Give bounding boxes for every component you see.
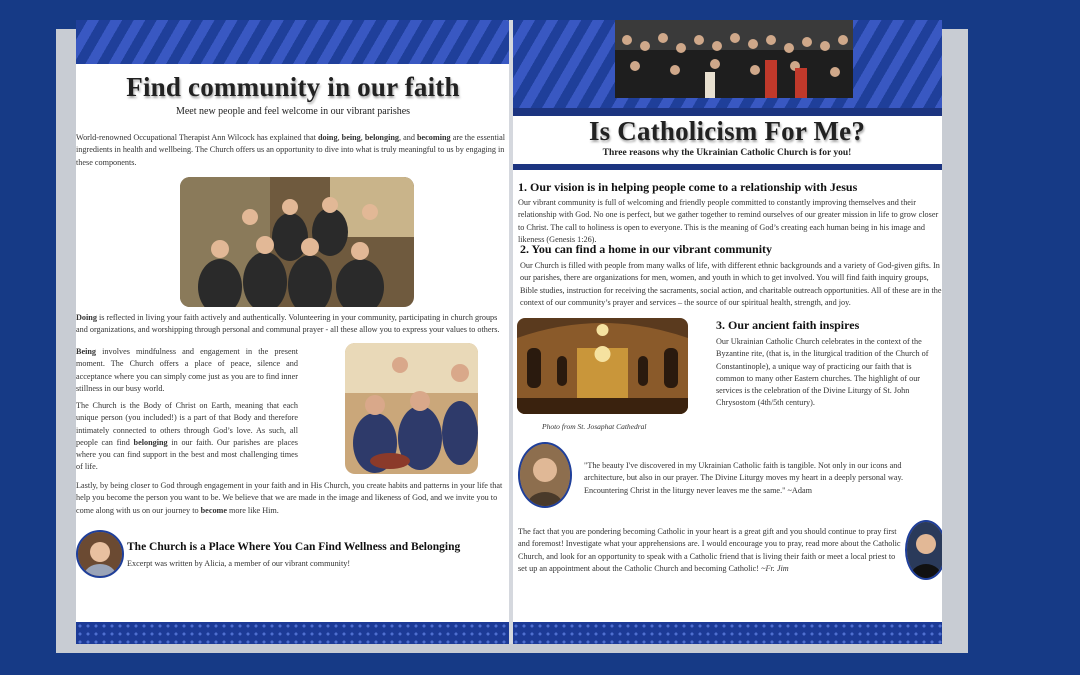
page-subtitle: Three reasons why the Ukrainian Catholic Church is for you! xyxy=(602,148,852,158)
activity-photo xyxy=(345,343,478,474)
becoming-paragraph: Lastly, by being closer to God through engagement in your faith and in His Church, you create habits and patterns in your life that help you become the person you want to be. We believe that we are made in the image and likeness of God, and we invite you to come along with us on our journey to become more like Him. xyxy=(76,481,503,515)
closing-paragraph: The fact that you are pondering becoming Catholic in your heart is a great gift and you should continue to pray first and foremost! Investigate what your apprehensions are. I would encourage you to pray, read more about the Catholic Church, and look for an opportunity to speak with a Catholic friend that is living their faith or meet a local priest to set up an appointment about the Catholic Church and becoming Catholic! ~Fr. Jim xyxy=(518,527,901,573)
congregation-photo xyxy=(615,20,853,98)
title-rule-bottom xyxy=(512,164,942,170)
cathedral-photo xyxy=(517,318,688,414)
adam-avatar xyxy=(518,442,572,508)
dotted-footer xyxy=(512,622,942,644)
page-title: Is Catholicism For Me? xyxy=(588,116,866,146)
wellness-excerpt: Excerpt was written by Alicia, a member of our vibrant community! xyxy=(127,559,351,568)
dotted-footer xyxy=(76,622,510,644)
wellness-heading: The Church is a Place Where You Can Find Wellness and Belonging xyxy=(127,541,461,553)
reason-3-text: Our Ukrainian Catholic Church celebrates in the context of the Byzantine rite, (that is, in the liturgical tradition of the Church of Constantinople), a unique way of practicing our faith that is common to many other Eastern churches. The highlight of our services is the celebration of the Divine Liturgy of St. John Chrysostom (4th/5th century). xyxy=(716,337,929,408)
page-subtitle: Meet new people and feel welcome in our vibrant parishes xyxy=(175,106,411,117)
reason-1-text: Our vibrant community is full of welcoming and friendly people committed to constantly improving themselves and their relationship with God. No one is perfect, but we gather together to remind ourselves of our greater mission in life to grow closer to Christ. The call to holiness is open to everyone. This is the meaning of God’s creating each human being in his image and likeness (Genesis 1:26). xyxy=(518,198,939,244)
intro-paragraph: World-renowned Occupational Therapist Ann Wilcock has explained that doing, being, belonging, and becoming are the essential ingredients in health and wellbeing. The Church offers us an opportunity to dive into what is truly meaningful to us by engaging in these components. xyxy=(76,133,505,167)
title-rule-top xyxy=(512,108,942,116)
reason-1-heading: 1. Our vision is in helping people come to a relationship with Jesus xyxy=(518,180,858,194)
doing-paragraph: Doing is reflected in living your faith actively and authentically. Volunteering in your community, participating in church groups and organizations, and worshipping through personal and communal prayer - all these allow you to express your values to others. xyxy=(76,313,500,335)
photo-caption: Photo from St. Josaphat Cathedral xyxy=(542,422,647,431)
reason-3-heading: 3. Our ancient faith inspires xyxy=(716,318,860,332)
book-spine xyxy=(509,20,513,644)
belonging-paragraph: The Church is the Body of Christ on Earth, meaning that each unique person (you included!) is a part of that Body and therefore intimately connected to others through God’s love. As such, all people can find belonging in our faith. Our parishes are places where you can find support in the best and most challenging times of life. xyxy=(76,401,298,472)
group-photo xyxy=(180,177,414,307)
alicia-avatar xyxy=(76,530,124,578)
right-page xyxy=(512,20,942,644)
stripe-banner xyxy=(76,20,510,64)
reason-2-text: Our Church is filled with people from many walks of life, with different ethnic backgrounds and a variety of God-given gifts. In our parishes, there are organizations for men, women, and youth in which to get involved. You will find faith inquiry groups, Bible studies, instruction for receiving the sacraments, social action, and charitable outreach opportunities. All of these are in the context of our community’s prayer and services – the source of our spiritual health, strength, and joy. xyxy=(520,261,942,307)
reason-2-heading: 2. You can find a home in our vibrant community xyxy=(520,242,773,256)
page-title: Find community in our faith xyxy=(126,72,460,102)
left-page xyxy=(76,20,510,644)
adam-quote: "The beauty I've discovered in my Ukrainian Catholic faith is tangible. Not only in our icons and architecture, but also in our prayer. The Divine Liturgy moves my heart in a deeply personal way. Encountering Christ in the liturgy never leaves me the same." ~Adam xyxy=(584,461,904,495)
fr-jim-avatar xyxy=(905,520,942,580)
being-paragraph: Being involves mindfulness and engagement in the present moment. The Church offers a place of peace, silence and acceptance where you can simply come just as you are to find inner stillness in our busy world. xyxy=(76,347,298,393)
